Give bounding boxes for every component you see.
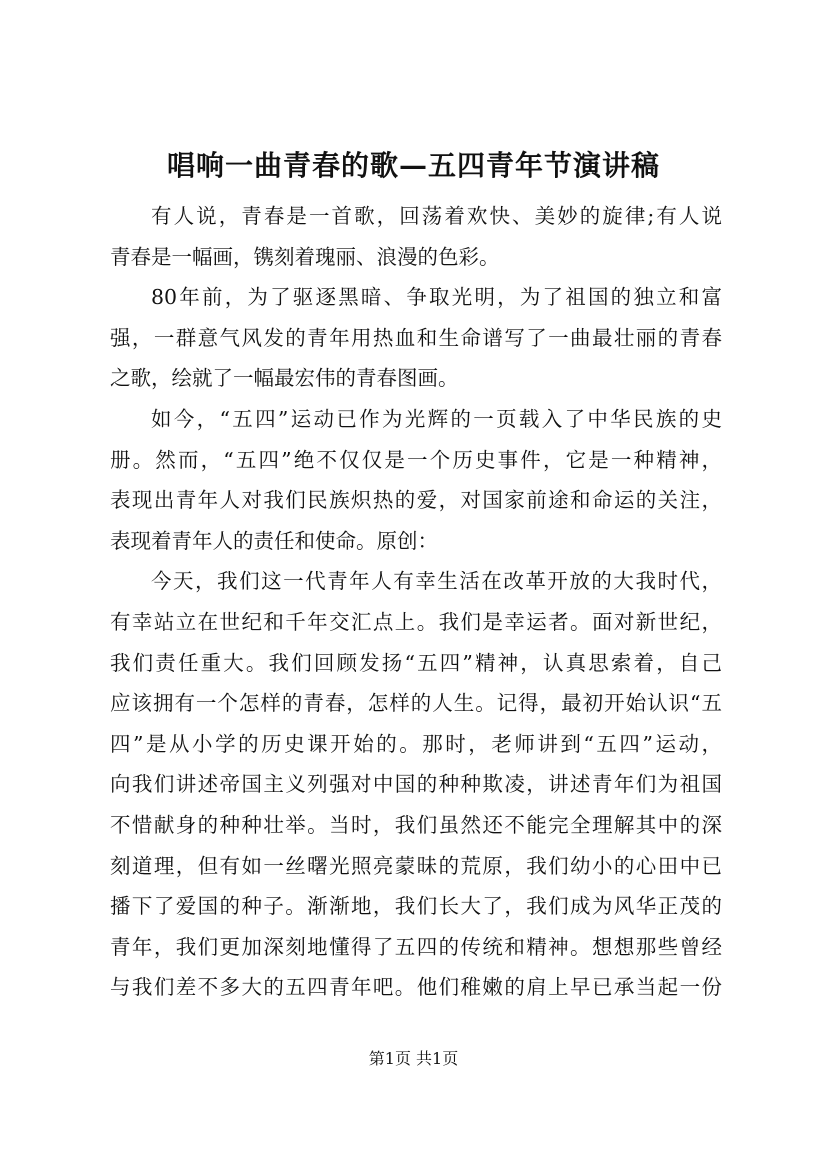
text-line: 我们责任重大。我们回顾发扬“五四”精神，认真思索着，自己 xyxy=(110,650,722,675)
text-line: 应该拥有一个怎样的青春，怎样的人生。记得，最初开始认识“五 xyxy=(110,691,722,716)
document-body xyxy=(110,196,722,1008)
text-line: 与我们差不多大的五四青年吧。他们稚嫩的肩上早已承当起一份 xyxy=(110,975,722,1000)
document-title: 唱响一曲青春的歌—五四青年节演讲稿 xyxy=(166,149,660,182)
text-line: 青春是一幅画，镌刻着瑰丽、浪漫的色彩。 xyxy=(110,244,500,269)
text-line: 不惜献身的种种壮举。当时，我们虽然还不能完全理解其中的深 xyxy=(110,812,722,837)
text-line: 播下了爱国的种子。渐渐地，我们长大了，我们成为风华正茂的 xyxy=(110,894,722,919)
text-line: 表现出青年人对我们民族炽热的爱，对国家前途和命运的关注， xyxy=(110,488,722,513)
text-line: 80年前，为了驱逐黑暗、争取光明，为了祖国的独立和富 xyxy=(151,285,722,310)
paragraph-3 xyxy=(110,399,722,561)
text-line: 向我们讲述帝国主义列强对中国的种种欺凌，讲述青年们为祖国 xyxy=(110,772,722,797)
paragraph-2 xyxy=(110,277,722,399)
text-line: 青年，我们更加深刻地懂得了五四的传统和精神。想想那些曾经 xyxy=(110,934,722,959)
text-line: 表现着青年人的责任和使命。原创： xyxy=(110,528,438,553)
text-line: 今天，我们这一代青年人有幸生活在改革开放的大我时代， xyxy=(151,569,722,594)
paragraph-1 xyxy=(110,196,722,277)
text-line: 册。然而，“五四”绝不仅仅是一个历史事件，它是一种精神， xyxy=(110,447,722,472)
text-line: 强，一群意气风发的青年用热血和生命谱写了一曲最壮丽的青春 xyxy=(110,325,722,350)
text-line: 刻道理，但有如一丝曙光照亮蒙昧的荒原，我们幼小的心田中已 xyxy=(110,853,722,878)
text-line: 之歌，绘就了一幅最宏伟的青春图画。 xyxy=(110,366,459,391)
paragraph-4 xyxy=(110,561,722,1008)
text-line: 四”是从小学的历史课开始的。那时，老师讲到“五四”运动， xyxy=(110,731,722,756)
text-line: 有人说，青春是一首歌，回荡着欢快、美妙的旋律;有人说 xyxy=(151,204,722,228)
text-line: 如今，“五四”运动已作为光辉的一页载入了中华民族的史 xyxy=(151,406,722,431)
page-footer: 第1页 共1页 xyxy=(368,1049,459,1068)
text-line: 有幸站立在世纪和千年交汇点上。我们是幸运者。面对新世纪， xyxy=(110,609,722,634)
